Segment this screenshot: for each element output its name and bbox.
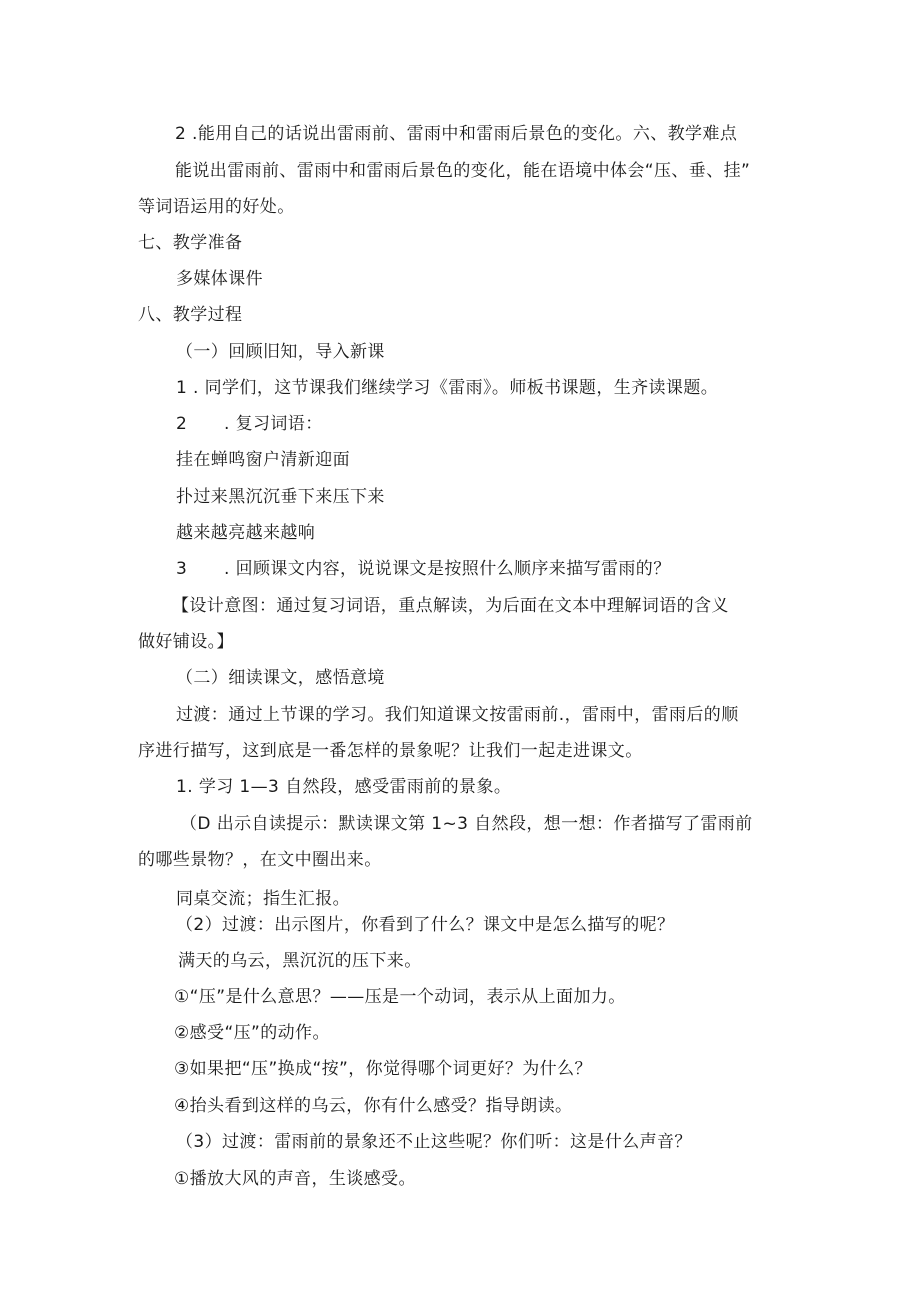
- text-line: 1 . 同学们，这节课我们继续学习《雷雨》。师板书课题，生齐读课题。: [176, 378, 719, 398]
- text-line: （2）过渡：出示图片，你看到了什么？课文中是怎么描写的呢？: [176, 915, 675, 935]
- text-line: 的哪些景物？，在文中圈出来。: [138, 850, 382, 870]
- text-line: 1. 学习 1—3 自然段，感受雷雨前的景象。: [176, 777, 512, 797]
- text-line: 扑过来黑沉沉垂下来压下来: [176, 487, 385, 507]
- text-line: 序进行描写，这到底是一番怎样的景象呢？让我们一起走进课文。: [138, 741, 643, 761]
- text-line: 越来越亮越来越响: [176, 523, 316, 543]
- list-number: 2: [176, 414, 188, 434]
- subsection-heading: （一）回顾旧知，导入新课: [176, 342, 385, 362]
- text-line: 同桌交流；指生汇报。: [176, 889, 350, 909]
- text-line: 多媒体课件: [176, 269, 263, 289]
- text-line: ④抬头看到这样的乌云，你有什么感受？指导朗读。: [174, 1096, 573, 1116]
- text-line: 挂在蝉鸣窗户清新迎面: [176, 450, 350, 470]
- list-text: . 回顾课文内容，说说课文是按照什么顺序来描写雷雨的？: [224, 559, 671, 579]
- design-intent-note: 做好铺设。】: [138, 632, 234, 652]
- section-heading: 七、教学准备: [138, 233, 243, 253]
- list-item: [176, 558, 671, 580]
- text-line: ②感受“压”的动作。: [174, 1023, 330, 1043]
- text-line: ①“压”是什么意思？——压是一个动词，表示从上面加力。: [174, 987, 626, 1007]
- list-item: [176, 413, 323, 435]
- subsection-heading: （二）细读课文，感悟意境: [176, 668, 385, 688]
- text-line: 满天的乌云，黑沉沉的压下来。: [178, 951, 422, 971]
- text-line: （3）过渡：雷雨前的景象还不止这些呢？你们听：这是什么声音？: [176, 1132, 692, 1152]
- section-heading: 八、教学过程: [138, 305, 243, 325]
- text-line: 等词语运用的好处。: [138, 197, 295, 217]
- list-text: . 复习词语：: [224, 414, 323, 434]
- text-line: ③如果把“压”换成“按”，你觉得哪个词更好？为什么？: [174, 1059, 592, 1079]
- design-intent-note: 【设计意图：通过复习词语，重点解读，为后面在文本中理解词语的含义: [172, 596, 729, 616]
- text-line: （D 出示自读提示：默读课文第 1~3 自然段，想一想：作者描写了雷雨前: [180, 814, 753, 834]
- list-number: 3: [176, 559, 188, 579]
- text-line: ①播放大风的声音，生谈感受。: [174, 1169, 416, 1189]
- text-line: 2 .能用自己的话说出雷雨前、雷雨中和雷雨后景色的变化。六、教学难点: [175, 124, 738, 144]
- text-line: 过渡：通过上节课的学习。我们知道课文按雷雨前.，雷雨中，雷雨后的顺: [176, 705, 739, 725]
- text-line: 能说出雷雨前、雷雨中和雷雨后景色的变化，能在语境中体会“压、垂、挂”: [175, 161, 751, 181]
